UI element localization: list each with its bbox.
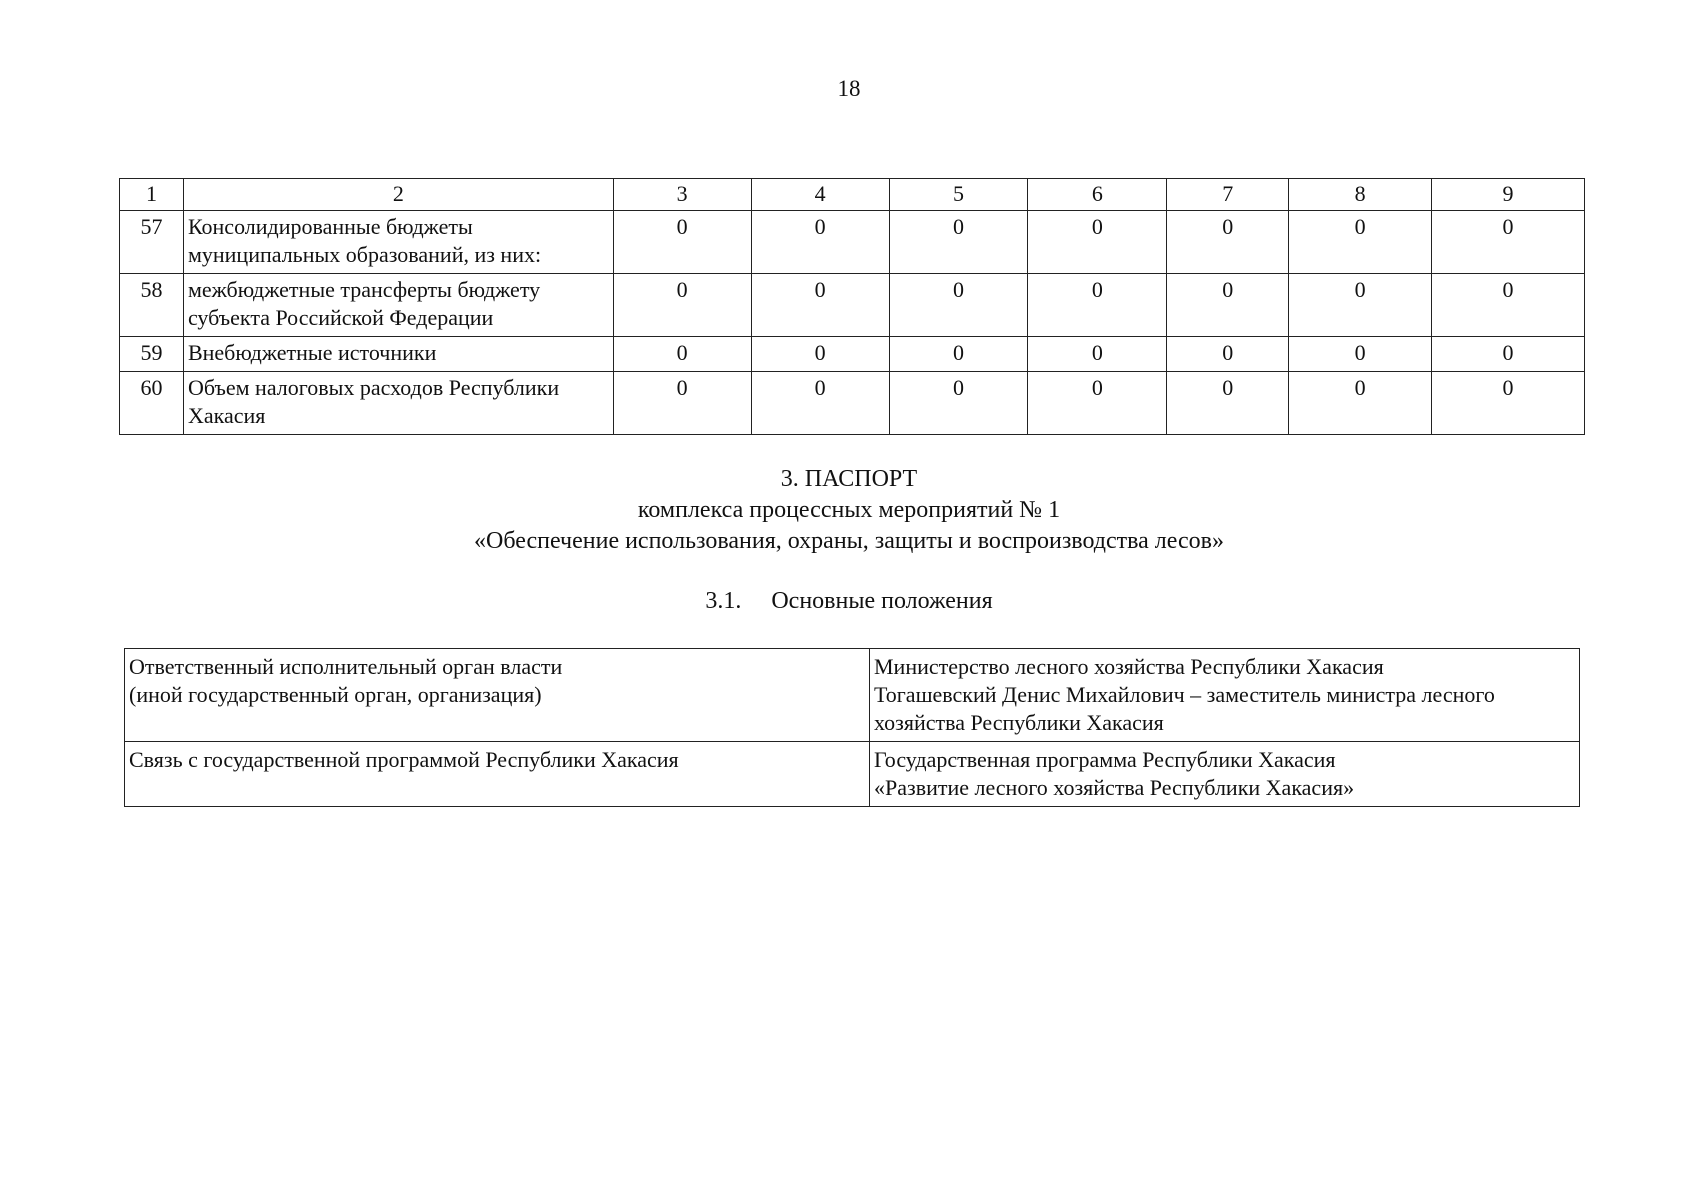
cell-value: 0	[751, 274, 889, 337]
passport-field-label	[125, 649, 870, 742]
section-heading	[0, 586, 1698, 616]
passport-heading	[0, 464, 1698, 557]
text-line: Министерство лесного хозяйства Республики Хакасия	[874, 654, 1384, 679]
text-line: Тогашевский Денис Михайлович – заместитель министра лесного	[874, 682, 1495, 707]
finance-table	[119, 178, 1585, 435]
cell-value: 0	[1167, 274, 1289, 337]
passport-program-name: «Обеспечение использования, охраны, защиты и воспроизводства лесов»	[474, 528, 1224, 554]
row-label: межбюджетные трансферты бюджету субъекта Российской Федерации	[183, 274, 613, 337]
table-header-row	[120, 179, 1585, 211]
text-line: «Развитие лесного хозяйства Республики Хакасия»	[874, 775, 1355, 800]
cell-value: 0	[1028, 274, 1167, 337]
cell-value: 0	[1167, 211, 1289, 274]
cell-value: 0	[613, 337, 751, 372]
cell-value: 0	[613, 211, 751, 274]
column-header: 4	[751, 179, 889, 211]
row-number: 57	[120, 211, 184, 274]
row-number: 59	[120, 337, 184, 372]
cell-value: 0	[1167, 372, 1289, 435]
table-row	[120, 274, 1585, 337]
passport-field-label	[125, 742, 870, 807]
cell-value: 0	[1289, 274, 1432, 337]
column-header: 9	[1432, 179, 1585, 211]
text-line: Государственная программа Республики Хакасия	[874, 747, 1336, 772]
text-line: Связь с государственной программой Республики Хакасия	[129, 747, 679, 772]
column-header: 3	[613, 179, 751, 211]
cell-value: 0	[1432, 211, 1585, 274]
cell-value: 0	[889, 211, 1028, 274]
passport-field-value	[870, 649, 1580, 742]
cell-value: 0	[751, 372, 889, 435]
page-number: 18	[837, 76, 861, 101]
row-number: 60	[120, 372, 184, 435]
cell-value: 0	[1167, 337, 1289, 372]
row-number: 58	[120, 274, 184, 337]
cell-value: 0	[613, 372, 751, 435]
cell-value: 0	[1432, 274, 1585, 337]
column-header: 7	[1167, 179, 1289, 211]
cell-value: 0	[1289, 211, 1432, 274]
cell-value: 0	[751, 337, 889, 372]
text-line: (иной государственный орган, организация)	[129, 682, 542, 707]
table-row	[125, 742, 1580, 807]
row-label: Внебюджетные источники	[183, 337, 613, 372]
cell-value: 0	[889, 337, 1028, 372]
cell-value: 0	[1432, 337, 1585, 372]
cell-value: 0	[889, 274, 1028, 337]
section-number: 3.1.	[705, 588, 742, 614]
cell-value: 0	[613, 274, 751, 337]
table-row	[120, 372, 1585, 435]
table-row	[120, 211, 1585, 274]
cell-value: 0	[1028, 211, 1167, 274]
cell-value: 0	[889, 372, 1028, 435]
column-header: 2	[183, 179, 613, 211]
cell-value: 0	[1432, 372, 1585, 435]
table-row	[125, 649, 1580, 742]
text-line: Ответственный исполнительный орган власти	[129, 654, 563, 679]
cell-value: 0	[1289, 372, 1432, 435]
passport-title: 3. ПАСПОРТ	[780, 466, 918, 492]
section-title: Основные положения	[771, 588, 993, 614]
cell-value: 0	[1028, 337, 1167, 372]
column-header: 6	[1028, 179, 1167, 211]
passport-subtitle: комплекса процессных мероприятий № 1	[637, 497, 1061, 523]
column-header: 5	[889, 179, 1028, 211]
passport-field-value	[870, 742, 1580, 807]
row-label: Объем налоговых расходов Республики Хакасия	[183, 372, 613, 435]
table-row	[120, 337, 1585, 372]
row-label: Консолидированные бюджеты муниципальных образований, из них:	[183, 211, 613, 274]
cell-value: 0	[1028, 372, 1167, 435]
column-header: 1	[120, 179, 184, 211]
cell-value: 0	[751, 211, 889, 274]
column-header: 8	[1289, 179, 1432, 211]
passport-table	[124, 648, 1580, 807]
text-line: хозяйства Республики Хакасия	[874, 710, 1164, 735]
cell-value: 0	[1289, 337, 1432, 372]
